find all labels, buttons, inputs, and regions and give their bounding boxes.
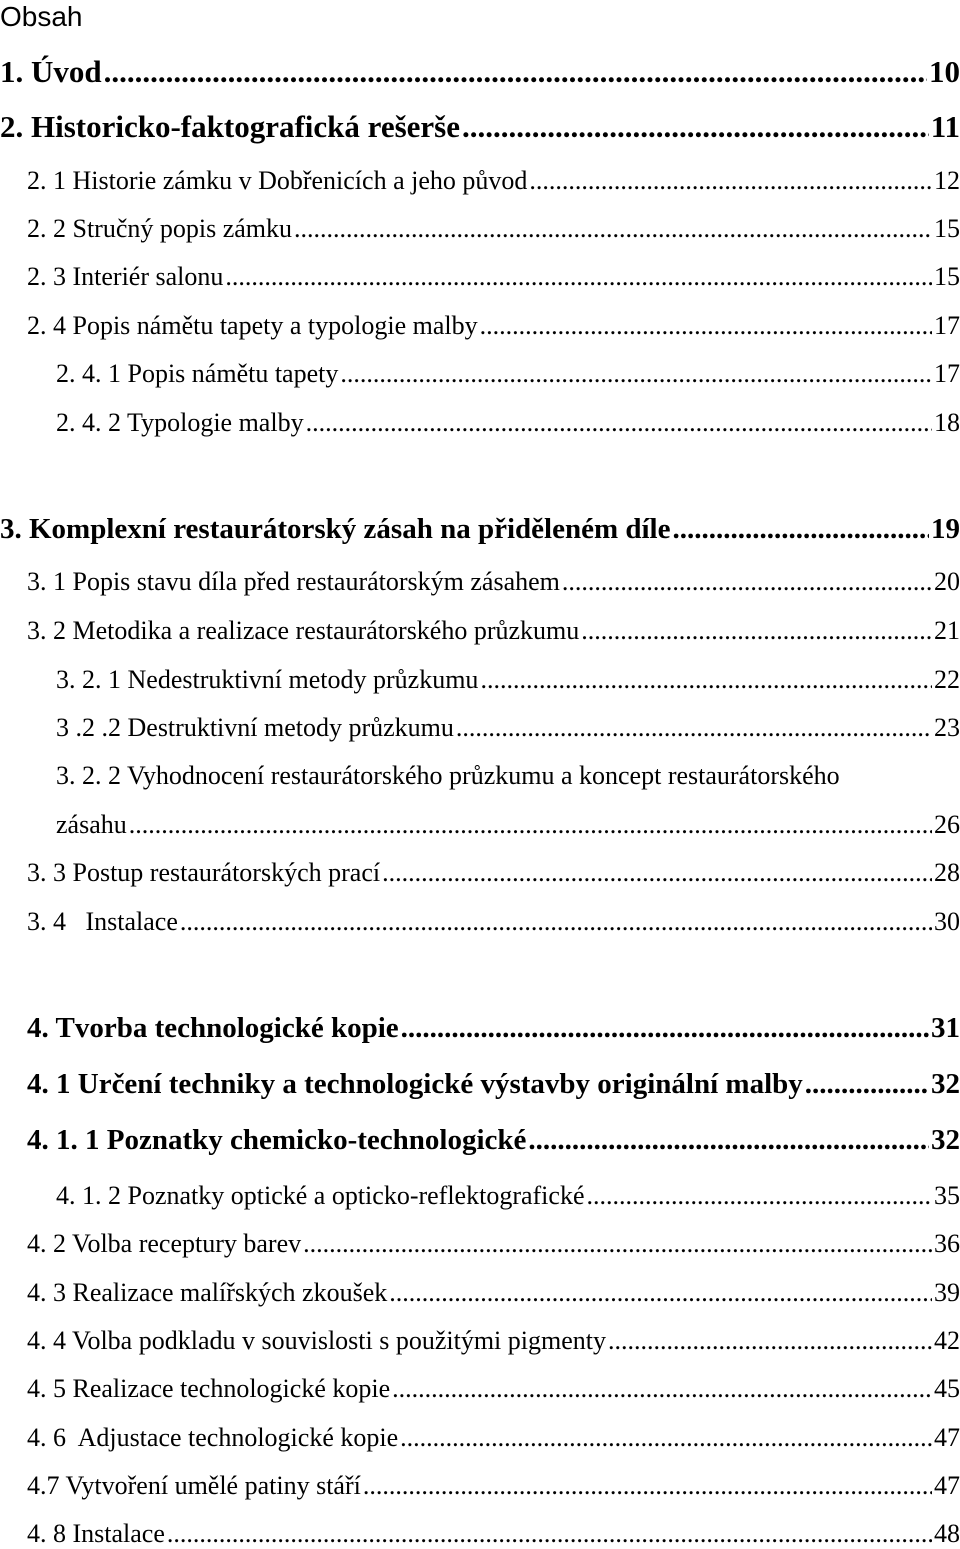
toc-entry-page: 18 (934, 408, 960, 437)
toc-entry-label: 3. 1 Popis stavu díla před restaurátorským zásahem (27, 567, 560, 596)
toc-entry-label: 4. 4 Volba podkladu v souvislosti s použitými pigmenty (27, 1326, 606, 1355)
toc-dot-leader (225, 262, 932, 292)
toc-entry-label: 3 .2 .2 Destruktivní metody průzkumu (56, 713, 454, 742)
toc-dot-leader (562, 567, 932, 597)
toc-entry-page: 12 (934, 166, 960, 195)
toc-entry-label: 3. 3 Postup restaurátorských prací (27, 858, 381, 887)
toc-entry-page: 20 (934, 567, 960, 596)
toc-dot-leader (129, 810, 932, 840)
toc-entry-label: 4. 2 Volba receptury barev (27, 1229, 302, 1258)
toc-dot-leader (805, 1068, 929, 1101)
toc-entry[interactable] (27, 1068, 960, 1101)
toc-entry-page: 36 (934, 1229, 960, 1258)
toc-entry[interactable] (27, 1326, 960, 1356)
toc-entry[interactable] (56, 713, 960, 743)
toc-dot-leader (586, 1181, 932, 1211)
toc-dot-leader (389, 1278, 932, 1308)
toc-entry-page: 10 (929, 54, 960, 89)
toc-dot-leader (180, 907, 932, 937)
toc-dot-leader (608, 1326, 932, 1356)
toc-entry-page: 17 (934, 359, 960, 388)
toc-entry-page: 15 (934, 262, 960, 291)
toc-entry[interactable] (0, 513, 960, 546)
toc-entry-page: 17 (934, 311, 960, 340)
toc-entry-label-line1[interactable]: 3. 2. 2 Vyhodnocení restaurátorského průzkumu a koncept restaurátorského (56, 761, 840, 790)
toc-entry-page: 35 (934, 1181, 960, 1210)
toc-entry-page: 23 (934, 713, 960, 742)
toc-entry-page: 22 (934, 665, 960, 694)
toc-entry[interactable] (27, 858, 960, 888)
toc-entry[interactable] (27, 1471, 960, 1501)
toc-entry-label: 4. 6 Adjustace technologické kopie (27, 1423, 399, 1452)
toc-entry-label: 4.7 Vytvoření umělé patiny stáří (27, 1471, 361, 1500)
toc-entry-page: 26 (934, 810, 960, 839)
toc-entry-label: 2. 4. 1 Popis námětu tapety (56, 359, 339, 388)
toc-dot-leader (363, 1471, 932, 1501)
toc-entry-page: 32 (931, 1124, 960, 1156)
toc-entry-label: 4. 3 Realizace malířských zkoušek (27, 1278, 388, 1307)
toc-entry-page: 45 (934, 1374, 960, 1403)
toc-entry[interactable] (27, 166, 960, 196)
toc-title: Obsah (0, 1, 83, 32)
toc-entry-label: 3. Komplexní restaurátorský zásah na přiděleném díle (0, 513, 671, 545)
toc-entry-label: 3. 2. 1 Nedestruktivní metody průzkumu (56, 665, 479, 694)
toc-dot-leader (303, 1229, 932, 1259)
toc-dot-leader (480, 665, 932, 695)
toc-dot-leader (294, 214, 932, 244)
toc-dot-leader (104, 54, 927, 90)
toc-entry-label: 2. 4 Popis námětu tapety a typologie malby (27, 311, 478, 340)
toc-entry-label: 4. 5 Realizace technologické kopie (27, 1374, 391, 1403)
toc-entry-label: 2. 2 Stručný popis zámku (27, 214, 293, 243)
toc-entry[interactable] (27, 1374, 960, 1404)
toc-entry-label: zásahu (56, 810, 127, 839)
toc-dot-leader (340, 359, 932, 389)
toc-entry[interactable] (56, 359, 960, 389)
toc-dot-leader (167, 1519, 932, 1549)
toc-dot-leader (382, 858, 932, 888)
toc-entry-label: 3. 4 Instalace (27, 907, 178, 936)
toc-entry[interactable] (27, 1519, 960, 1549)
toc-entry-page: 11 (930, 109, 960, 144)
toc-entry-label: 4. 8 Instalace (27, 1519, 165, 1548)
toc-dot-leader (392, 1374, 932, 1404)
toc-entry-page: 47 (934, 1423, 960, 1452)
toc-entry-label: 2. 4. 2 Typologie malby (56, 408, 304, 437)
toc-entry-label: 1. Úvod (0, 54, 102, 89)
toc-dot-leader (401, 1012, 929, 1045)
toc-entry[interactable] (27, 1423, 960, 1453)
toc-entry-label: 4. 1 Určení techniky a technologické výstavby originální malby (27, 1068, 803, 1100)
toc-dot-leader (480, 311, 932, 341)
toc-entry[interactable] (27, 262, 960, 292)
toc-entry[interactable] (56, 810, 960, 840)
toc-entry-label: 2. 3 Interiér salonu (27, 262, 224, 291)
toc-entry-label: 2. Historicko-faktografická rešerše (0, 109, 461, 144)
toc-entry[interactable] (27, 1278, 960, 1308)
toc-entry-page: 28 (934, 858, 960, 887)
toc-entry-label: 2. 1 Historie zámku v Dobřenicích a jeho původ (27, 166, 528, 195)
toc-dot-leader (672, 513, 929, 546)
toc-entry-label: 4. Tvorba technologické kopie (27, 1012, 399, 1044)
toc-entry-page: 15 (934, 214, 960, 243)
toc-entry[interactable] (27, 907, 960, 937)
toc-entry[interactable] (0, 54, 960, 90)
toc-entry[interactable] (27, 311, 960, 341)
toc-dot-leader (456, 713, 932, 743)
toc-entry-page: 48 (934, 1519, 960, 1548)
toc-entry[interactable] (27, 1124, 960, 1157)
toc-entry-label: 4. 1. 2 Poznatky optické a opticko-reflektografické (56, 1181, 585, 1210)
toc-dot-leader (528, 1124, 929, 1157)
toc-dot-leader (462, 109, 929, 145)
toc-entry[interactable] (56, 408, 960, 438)
toc-entry-page: 39 (934, 1278, 960, 1307)
toc-entry-page: 21 (934, 616, 960, 645)
toc-entry[interactable] (0, 109, 960, 145)
toc-dot-leader (581, 616, 932, 646)
toc-entry-page: 47 (934, 1471, 960, 1500)
toc-entry[interactable] (27, 567, 960, 597)
toc-entry-page: 31 (931, 1012, 960, 1044)
toc-entry-label: 4. 1. 1 Poznatky chemicko-technologické (27, 1124, 527, 1156)
toc-entry-page: 30 (934, 907, 960, 936)
toc-entry[interactable] (27, 616, 960, 646)
toc-entry[interactable] (27, 214, 960, 244)
toc-dot-leader (306, 408, 932, 438)
toc-entry[interactable] (27, 1229, 960, 1259)
toc-dot-leader (400, 1423, 932, 1453)
toc-entry-page: 42 (934, 1326, 960, 1355)
toc-entry-page: 19 (931, 513, 960, 545)
toc-entry-label: 3. 2 Metodika a realizace restaurátorského průzkumu (27, 616, 580, 645)
toc-dot-leader (529, 166, 932, 196)
toc-entry[interactable] (56, 1181, 960, 1211)
toc-entry[interactable] (27, 1012, 960, 1045)
toc-entry[interactable] (56, 665, 960, 695)
toc-entry-page: 32 (931, 1068, 960, 1100)
